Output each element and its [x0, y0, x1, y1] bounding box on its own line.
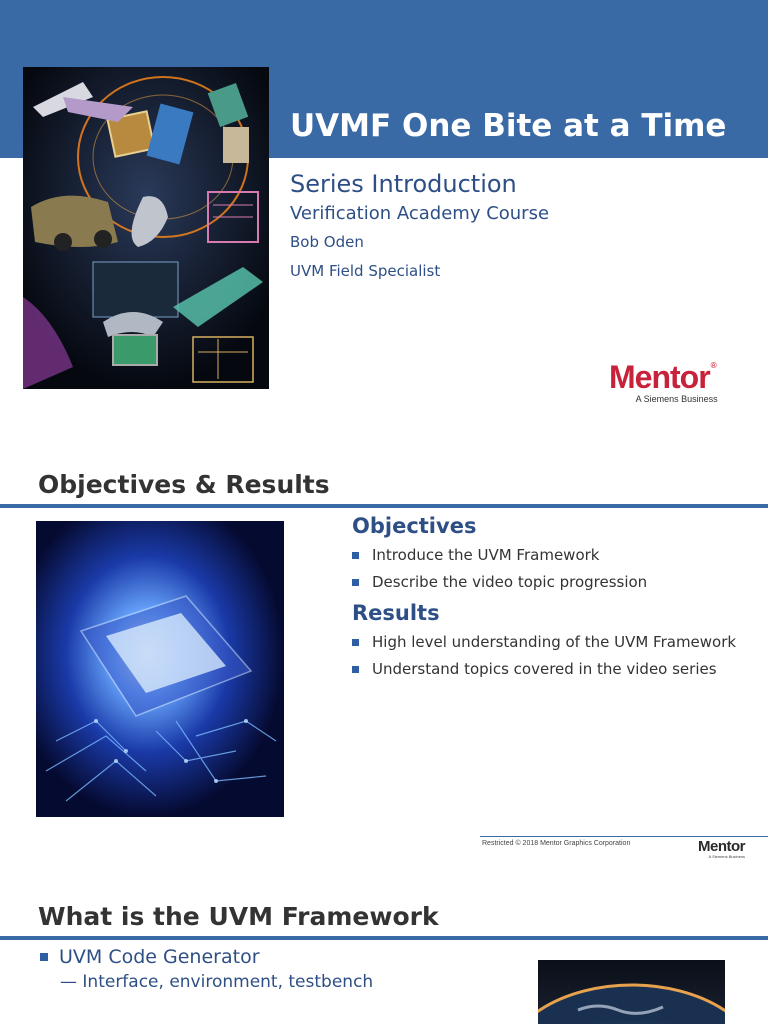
- sub-bullet-item: — Interface, environment, testbench: [60, 972, 374, 992]
- mentor-logo-small: [698, 839, 745, 859]
- bullet-square-icon: [352, 666, 359, 673]
- slide-heading: What is the UVM Framework: [38, 902, 439, 931]
- objective-text: Describe the video topic progression: [372, 573, 648, 591]
- author-name: Bob Oden: [290, 233, 364, 251]
- technology-collage-image: [23, 67, 269, 389]
- objectives-title: Objectives: [352, 514, 477, 538]
- objective-item: [352, 546, 599, 564]
- mentor-logo-tagline: A Siemens Business: [635, 394, 718, 404]
- mentor-logo-tagline: A Siemens Business: [708, 854, 745, 859]
- result-item: [352, 633, 736, 651]
- objective-text: Introduce the UVM Framework: [372, 546, 600, 564]
- copyright-footer: Restricted © 2018 Mentor Graphics Corporation: [482, 840, 631, 847]
- author-role: UVM Field Specialist: [290, 262, 441, 280]
- bullet-text: UVM Code Generator: [59, 946, 260, 968]
- slide-subtitle: Series Introduction: [290, 170, 517, 198]
- bullet-square-icon: [352, 579, 359, 586]
- mentor-logo: [609, 361, 718, 404]
- bullet-square-icon: [352, 552, 359, 559]
- results-title: Results: [352, 601, 440, 625]
- objective-item: [352, 573, 647, 591]
- mentor-logo-word: Mentor: [609, 359, 710, 395]
- result-text: High level understanding of the UVM Framework: [372, 633, 737, 651]
- slide-title: UVMF One Bite at a Time: [290, 108, 727, 144]
- heading-rule: [0, 936, 768, 940]
- heading-rule: [0, 504, 768, 508]
- mentor-logo-word: Mentor: [698, 838, 745, 855]
- glowing-chip-image: [36, 521, 284, 817]
- result-item: [352, 660, 717, 678]
- bullet-square-icon: [40, 953, 48, 961]
- bullet-item: [40, 946, 260, 968]
- earth-horizon-image: [538, 960, 725, 1024]
- bullet-square-icon: [352, 639, 359, 646]
- slide-heading: Objectives & Results: [38, 470, 330, 499]
- registered-mark: ®: [709, 361, 718, 370]
- result-text: Understand topics covered in the video series: [372, 660, 717, 678]
- course-name: Verification Academy Course: [290, 203, 550, 224]
- footer-rule: [480, 836, 768, 837]
